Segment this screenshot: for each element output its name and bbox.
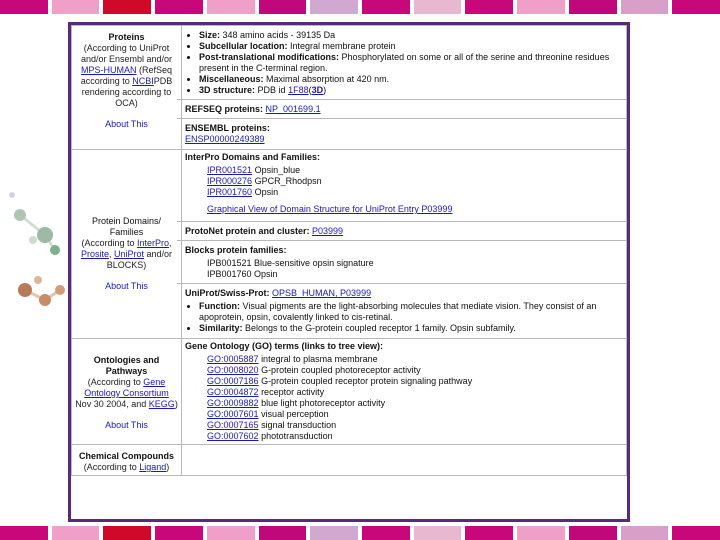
go-id-link[interactable]: GO:0007601 <box>207 409 259 419</box>
go-term-name: phototransduction <box>261 431 333 441</box>
stripe-segment <box>259 0 307 14</box>
stripe-segment <box>103 0 151 14</box>
proteins-left-cell <box>72 26 182 150</box>
chemical-right-cell <box>182 445 627 476</box>
go-term-name: integral to plasma membrane <box>261 354 378 364</box>
stripe-segment <box>517 0 565 14</box>
go-term <box>207 387 623 398</box>
ontologies-row <box>72 339 627 445</box>
property-3d: • 3D structure: PDB id 1F88(3D) <box>199 85 623 96</box>
stripe-segment <box>207 526 255 540</box>
annotation-function <box>199 301 623 323</box>
go-term-name: visual perception <box>261 409 329 419</box>
protonet-link[interactable]: P03999 <box>312 226 344 236</box>
stripe-segment <box>621 0 669 14</box>
proteins-row <box>72 26 627 150</box>
ontologies-heading: Ontologies and Pathways <box>93 355 160 376</box>
list-item <box>207 176 623 187</box>
go-id-link[interactable]: GO:0005887 <box>207 354 259 364</box>
top-decorative-stripe <box>0 0 720 14</box>
pdb-3d-link[interactable]: 3D <box>311 85 324 95</box>
divider <box>177 283 626 284</box>
interpro-name: Opsin <box>254 187 279 197</box>
go-term <box>207 354 623 365</box>
annotation-label: Similarity: <box>199 323 243 333</box>
stripe-segment <box>465 0 513 14</box>
go-term <box>207 365 623 376</box>
stripe-segment <box>207 0 255 14</box>
stripe-segment <box>103 526 151 540</box>
domains-source-note: (According to InterPro, Prosite, UniProt and/or BLOCKS) <box>80 238 173 270</box>
go-term-name: blue light photoreceptor activity <box>261 398 386 408</box>
property-misc <box>199 74 623 85</box>
stripe-segment <box>155 0 203 14</box>
proteins-source-note <box>75 43 178 109</box>
interpro-id-link[interactable]: IPR000276 <box>207 176 253 186</box>
list-item <box>207 165 623 176</box>
property-label: Size: <box>199 30 221 40</box>
go-term <box>207 420 623 431</box>
interpro-id-link[interactable]: IPR001521 <box>207 165 253 175</box>
blocks-list <box>185 258 623 280</box>
stripe-segment <box>310 0 358 14</box>
chemical-note-text: (According to <box>83 462 137 472</box>
annotation-text: Belongs to the G-protein coupled receptor 1 family. Opsin subfamily. <box>245 323 516 333</box>
ensembl-link[interactable]: ENSP00000249389 <box>185 134 265 144</box>
refseq-link[interactable]: NP_001699.1 <box>265 104 321 114</box>
uniprot-link[interactable]: UniProt <box>113 249 144 259</box>
blocks-label: Blocks protein families: <box>185 245 287 255</box>
ensembl-label: ENSEMBL proteins: <box>185 123 270 133</box>
proteins-right-cell <box>182 26 627 150</box>
proteins-note-tail: PDB rendering according to OCA) <box>81 76 173 108</box>
domains-about-link[interactable]: About This <box>105 281 148 291</box>
property-label: Post-translational modifications: <box>199 52 340 62</box>
divider <box>177 99 626 100</box>
interpro-link[interactable]: InterPro <box>137 238 170 248</box>
property-value: Maximal absorption at 420 nm. <box>266 74 390 84</box>
prosite-link[interactable]: Prosite <box>80 249 109 259</box>
ensembl-proteins <box>185 123 623 145</box>
go-id-link[interactable]: GO:0004872 <box>207 387 259 397</box>
graphical-view-link[interactable]: Graphical View of Domain Structure for UniProt Entry P03999 <box>207 204 453 214</box>
stripe-segment <box>414 526 462 540</box>
ontologies-left-cell <box>72 339 182 445</box>
proteins-heading: Proteins <box>108 32 145 42</box>
refseq-proteins <box>185 104 623 115</box>
go-id-link[interactable]: GO:0007165 <box>207 420 259 430</box>
domains-left-cell <box>72 150 182 339</box>
stripe-segment <box>621 526 669 540</box>
go-id-link[interactable]: GO:0008020 <box>207 365 259 375</box>
annotation-similarity <box>199 323 623 334</box>
property-value: PDB id <box>257 85 286 95</box>
go-id-link[interactable]: GO:0007602 <box>207 431 259 441</box>
chemical-row <box>72 445 627 476</box>
domains-note-text: (According to <box>81 238 135 248</box>
go-term <box>207 431 623 442</box>
list-item <box>207 187 623 198</box>
stripe-segment <box>569 526 617 540</box>
go-term-name: G-protein coupled photoreceptor activity <box>261 365 421 375</box>
stripe-segment <box>52 526 100 540</box>
go-term <box>207 409 623 420</box>
property-label: 3D structure: <box>199 85 256 95</box>
annotation-label: Function: <box>199 301 240 311</box>
ligand-link[interactable]: Ligand <box>139 462 167 472</box>
bottom-decorative-stripe <box>0 526 720 540</box>
ontologies-note-text: (According to <box>87 377 141 387</box>
stripe-segment <box>52 0 100 14</box>
stripe-segment <box>672 0 720 14</box>
interpro-id-link[interactable]: IPR001760 <box>207 187 253 197</box>
domains-right-cell <box>182 150 627 339</box>
ncbi-link[interactable]: NCBI <box>132 76 154 86</box>
uniprot-swissprot-link[interactable]: OPSB_HUMAN, P03999 <box>272 288 372 298</box>
proteins-about-link[interactable]: About This <box>105 119 148 129</box>
go-terms-list <box>185 354 623 442</box>
stripe-segment <box>414 0 462 14</box>
go-term <box>207 398 623 409</box>
property-size <box>199 30 623 41</box>
chemical-left-cell <box>72 445 182 476</box>
property-value: Integral membrane protein <box>290 41 396 51</box>
domains-row <box>72 150 627 339</box>
property-value: Phosphorylated on some or all of the serine and threonine residues present in the C-terminal region. <box>199 52 610 73</box>
uniprot-entry-link[interactable]: MPS-HUMAN <box>80 65 137 75</box>
property-label: Miscellaneous: <box>199 74 264 84</box>
stripe-segment <box>465 526 513 540</box>
protonet-label: ProtoNet protein and cluster: <box>185 226 310 236</box>
property-label: Subcellular location: <box>199 41 288 51</box>
go-term <box>207 376 623 387</box>
ontologies-about-link[interactable]: About This <box>105 420 148 430</box>
ontologies-date: Nov 30 2004, <box>75 399 129 409</box>
chemical-heading: Chemical Compounds <box>78 451 174 461</box>
property-value: 348 amino acids - 39135 Da <box>222 30 336 40</box>
proteins-note-mid: (RefSeq according to <box>80 65 173 86</box>
stripe-segment <box>259 526 307 540</box>
stripe-segment <box>569 0 617 14</box>
stripe-segment <box>517 526 565 540</box>
gene-ontology-link[interactable]: Gene Ontology Consortium <box>84 377 169 398</box>
list-item: IPB001521 Blue-sensitive opsin signature <box>207 258 374 268</box>
divider <box>177 221 626 222</box>
stripe-segment <box>155 526 203 540</box>
list-item: IPB001760 Opsin <box>207 269 278 279</box>
uniprot-swissprot-label: UniProt/Swiss-Prot: <box>185 288 270 298</box>
stripe-segment <box>672 526 720 540</box>
pdb-link[interactable]: 1F88 <box>288 85 309 95</box>
go-term-name: signal transduction <box>261 420 337 430</box>
protein-properties-list <box>185 30 623 96</box>
annotation-text: Visual pigments are the light-absorbing molecules that mediate vision. They consist of an apoprotein, opsin, covalently linked to cis-retinal. <box>199 301 597 322</box>
stripe-segment <box>310 526 358 540</box>
stripe-segment <box>0 0 48 14</box>
interpro-name: GPCR_Rhodpsn <box>254 176 322 186</box>
divider <box>177 118 626 119</box>
ontologies-source-note: (According to Gene Ontology Consortium Nov 30 2004, and KEGG) <box>75 377 178 409</box>
stripe-segment <box>0 526 48 540</box>
ontologies-right-cell <box>182 339 627 445</box>
property-subcellular <box>199 41 623 52</box>
interpro-heading: InterPro Domains and Families: <box>185 152 321 162</box>
uniprot-annotations <box>185 301 623 334</box>
stripe-segment <box>362 526 410 540</box>
domains-heading: Protein Domains/ Families <box>91 216 162 237</box>
domains-note-tail: and/or BLOCKS) <box>106 249 173 270</box>
divider <box>177 240 626 241</box>
gene-card-table <box>71 25 627 476</box>
ontologies-and: and <box>131 399 147 409</box>
go-term-name: receptor activity <box>261 387 325 397</box>
gene-card-frame <box>68 22 630 522</box>
go-heading: Gene Ontology (GO) terms (links to tree view): <box>185 341 384 351</box>
interpro-list <box>185 165 623 198</box>
chemical-source-note: (According to Ligand) <box>83 462 170 472</box>
go-id-link[interactable]: GO:0009882 <box>207 398 259 408</box>
stripe-segment <box>362 0 410 14</box>
go-id-link[interactable]: GO:0007186 <box>207 376 259 386</box>
go-term-name: G-protein coupled receptor protein signaling pathway <box>261 376 473 386</box>
property-ptm <box>199 52 623 74</box>
refseq-label: REFSEQ proteins: <box>185 104 264 114</box>
interpro-name: Opsin_blue <box>254 165 301 175</box>
proteins-note-text: (According to UniProt and/or Ensembl and/or <box>80 43 173 64</box>
kegg-link[interactable]: KEGG <box>148 399 175 409</box>
